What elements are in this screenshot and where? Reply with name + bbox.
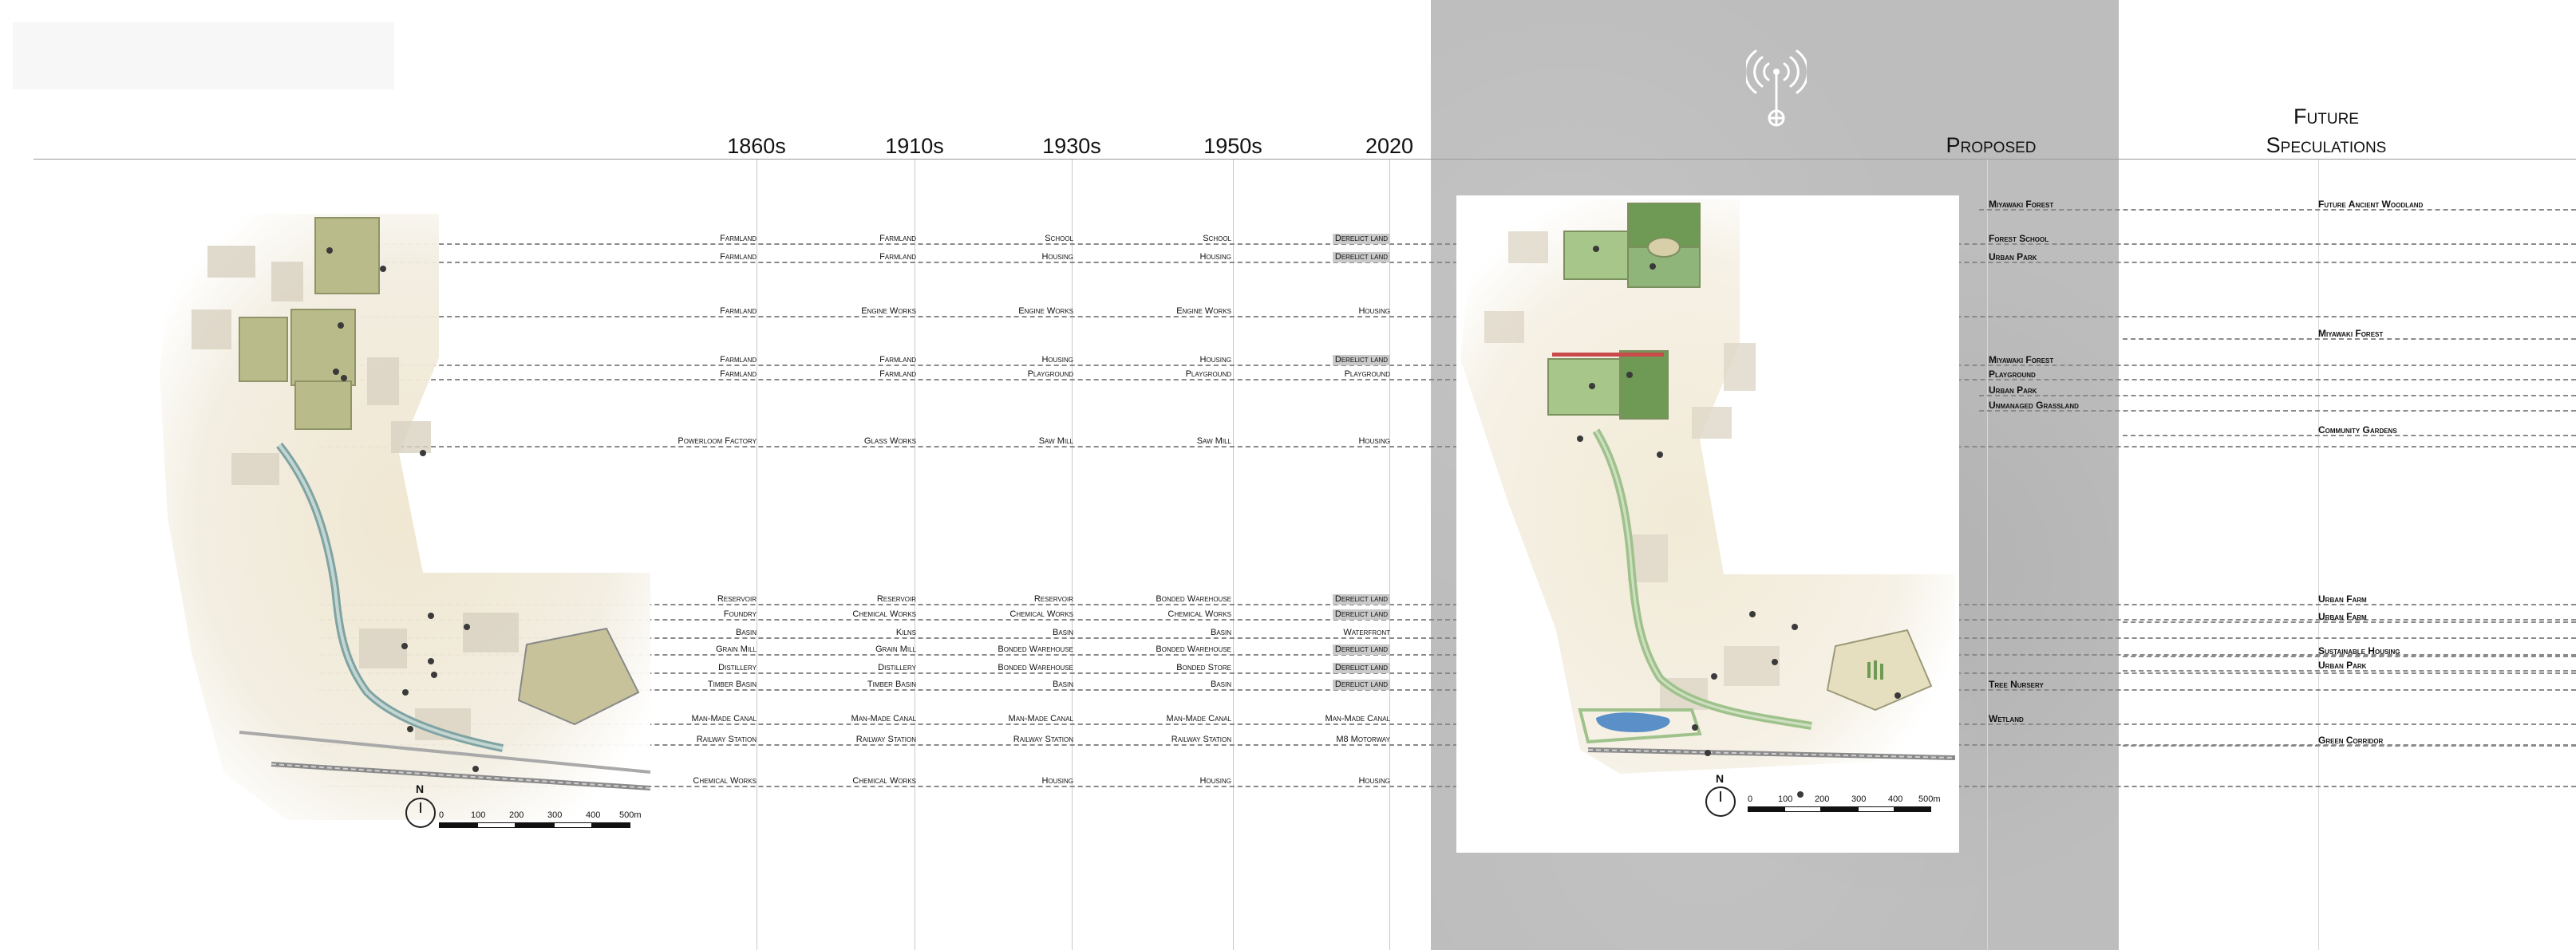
map-marker <box>428 613 434 619</box>
history-cell: Housing <box>1358 436 1390 446</box>
history-cell: Housing <box>1041 355 1073 365</box>
row-connector-line <box>319 619 2576 621</box>
history-cell: Engine Works <box>1018 306 1073 316</box>
history-cell: Derelict land <box>1333 663 1390 673</box>
north-arrow-icon <box>1705 786 1736 817</box>
history-cell: Railway Station <box>1171 735 1231 744</box>
history-cell: Farmland <box>879 369 916 379</box>
history-cell: Powerloom Factory <box>678 436 757 446</box>
scale-label: 0 <box>439 810 444 820</box>
row-connector-line <box>319 365 2576 366</box>
column-heading-1910s: 1910s <box>885 134 944 158</box>
history-cell: Housing <box>1358 306 1390 316</box>
existing-site-map <box>160 214 650 820</box>
row-connector-line <box>319 446 2576 447</box>
history-cell: Railway Station <box>696 735 757 744</box>
history-cell: Farmland <box>879 252 916 262</box>
history-cell: Man-Made Canal <box>1325 714 1390 723</box>
history-cell: Basin <box>1210 680 1231 689</box>
map-marker <box>401 643 408 649</box>
row-connector-line <box>319 262 2576 263</box>
history-cell: Engine Works <box>1176 306 1231 316</box>
row-connector-line <box>319 604 2576 605</box>
history-cell: Distillery <box>878 663 916 672</box>
row-connector-line <box>319 379 2576 380</box>
proposed-label: Unmanaged Grassland <box>1989 400 2079 411</box>
proposed-label: Miyawaki Forest <box>1989 354 2054 365</box>
history-cell: Saw Mill <box>1196 436 1231 446</box>
scale-label: 500m <box>619 810 642 820</box>
history-cell: Timber Basin <box>707 680 757 689</box>
proposed-label: Wetland <box>1989 713 2024 724</box>
history-cell: Grain Mill <box>875 645 916 654</box>
history-cell: Bonded Warehouse <box>1156 594 1231 604</box>
history-cell: Housing <box>1199 252 1231 262</box>
history-cell: Farmland <box>879 234 916 243</box>
history-cell: Derelict land <box>1333 680 1390 690</box>
proposed-label: Tree Nursery <box>1989 679 2044 690</box>
title-placeholder-box <box>13 22 394 89</box>
future-label: Green Corridor <box>2318 735 2384 746</box>
history-cell: Basin <box>1052 680 1073 689</box>
map-marker <box>1772 659 1778 665</box>
history-cell: Chemical Works <box>1167 609 1231 619</box>
map-marker <box>1797 791 1804 798</box>
map-marker <box>1711 673 1717 680</box>
scale-label: 400 <box>1888 794 1903 804</box>
north-label: N <box>416 782 425 795</box>
column-heading-1860s: 1860s <box>727 134 786 158</box>
history-cell: Basin <box>1052 628 1073 637</box>
scale-label: 300 <box>547 810 563 820</box>
history-cell: Kilns <box>895 628 916 637</box>
history-cell: Saw Mill <box>1038 436 1073 446</box>
scale-label: 500m <box>1918 794 1941 804</box>
column-heading-1950s: 1950s <box>1203 134 1262 158</box>
history-cell: Bonded Store <box>1176 663 1231 672</box>
future-label: Miyawaki Forest <box>2318 328 2384 339</box>
map-marker <box>1589 383 1595 389</box>
column-rule <box>2318 160 2319 950</box>
history-cell: Railway Station <box>1013 735 1073 744</box>
history-cell: Playground <box>1344 369 1390 379</box>
proposed-heading: Proposed <box>1946 133 2037 157</box>
proposed-site-map <box>1460 199 1955 806</box>
row-connector-line <box>319 786 2576 787</box>
column-rule <box>1389 160 1390 950</box>
history-cell: Playground <box>1185 369 1231 379</box>
map-marker <box>464 624 470 630</box>
row-connector-line <box>1979 395 2576 396</box>
history-cell: Bonded Warehouse <box>998 663 1073 672</box>
scale-label: 400 <box>586 810 601 820</box>
scale-label: 300 <box>1851 794 1867 804</box>
proposed-label: Urban Park <box>1989 384 2037 396</box>
history-cell: Derelict land <box>1333 645 1390 655</box>
future-label: Sustainable Housing <box>2318 645 2400 656</box>
map-marker <box>407 726 413 732</box>
history-cell: Housing <box>1358 776 1390 786</box>
column-rule <box>1072 160 1073 950</box>
row-connector-line <box>319 637 2576 639</box>
north-arrow-icon <box>405 798 436 828</box>
history-cell: Bonded Warehouse <box>1156 645 1231 654</box>
history-cell: Farmland <box>879 355 916 365</box>
header-rule <box>34 159 2576 160</box>
history-cell: Derelict land <box>1333 252 1390 262</box>
map-marker <box>402 689 409 696</box>
proposed-label: Forest School <box>1989 233 2049 244</box>
map-marker <box>326 247 333 254</box>
map-marker <box>1792 624 1798 630</box>
column-rule <box>1987 160 1988 950</box>
scale-label: 200 <box>509 810 524 820</box>
history-cell: Engine Works <box>861 306 916 316</box>
history-cell: Waterfront <box>1343 628 1390 637</box>
map-marker <box>420 450 426 456</box>
history-cell: Chemical Works <box>852 609 916 619</box>
history-cell: Farmland <box>720 369 757 379</box>
history-cell: Basin <box>1210 628 1231 637</box>
history-cell: Chemical Works <box>1009 609 1073 619</box>
map-marker <box>1593 246 1599 252</box>
map-marker <box>341 375 347 381</box>
column-heading-1930s: 1930s <box>1042 134 1101 158</box>
row-connector-line <box>1979 209 2576 211</box>
history-cell: Glass Works <box>863 436 916 446</box>
map-marker <box>431 672 437 678</box>
history-cell: Housing <box>1041 776 1073 786</box>
history-cell: Derelict land <box>1333 355 1390 365</box>
history-cell: Derelict land <box>1333 609 1390 620</box>
history-cell: School <box>1045 234 1073 243</box>
history-cell: Basin <box>735 628 757 637</box>
map-marker <box>1657 451 1663 458</box>
proposed-label: Miyawaki Forest <box>1989 199 2054 210</box>
map-marker <box>1692 724 1698 731</box>
map-marker <box>338 322 344 329</box>
history-cell: Reservoir <box>1033 594 1073 604</box>
history-cell: Reservoir <box>717 594 757 604</box>
map-marker <box>1749 611 1756 617</box>
scale-label: 200 <box>1815 794 1830 804</box>
history-cell: Man-Made Canal <box>1166 714 1231 723</box>
history-cell: Chemical Works <box>852 776 916 786</box>
future-heading: Future Speculations <box>2266 104 2387 157</box>
history-cell: Timber Basin <box>867 680 916 689</box>
history-cell: Housing <box>1199 776 1231 786</box>
history-cell: Derelict land <box>1333 594 1390 605</box>
history-cell: School <box>1203 234 1231 243</box>
map-marker <box>472 766 479 772</box>
scale-label: 100 <box>1778 794 1793 804</box>
scale-bar <box>439 810 642 838</box>
history-cell: Farmland <box>720 234 757 243</box>
map-marker <box>1626 372 1633 378</box>
row-connector-line <box>319 316 2576 317</box>
history-cell: Railway Station <box>855 735 916 744</box>
scale-label: 100 <box>471 810 486 820</box>
scale-label: 0 <box>1748 794 1753 804</box>
row-connector-line <box>319 672 2576 674</box>
row-connector-line <box>319 243 2576 245</box>
history-cell: Derelict land <box>1333 234 1390 244</box>
history-cell: Man-Made Canal <box>851 714 916 723</box>
history-cell: Foundry <box>723 609 757 619</box>
future-label: Urban Park <box>2318 660 2367 671</box>
history-cell: Reservoir <box>876 594 916 604</box>
history-cell: Man-Made Canal <box>691 714 757 723</box>
history-cell: Man-Made Canal <box>1008 714 1073 723</box>
history-cell: M8 Motorway <box>1336 735 1390 744</box>
proposed-label: Playground <box>1989 369 2036 380</box>
column-heading-2020: 2020 <box>1365 134 1414 158</box>
scale-bar <box>1748 794 1947 822</box>
map-marker <box>380 266 386 272</box>
wireless-signal-icon <box>1746 40 1807 136</box>
map-marker <box>1650 263 1656 270</box>
history-cell: Distillery <box>718 663 757 672</box>
map-marker <box>1894 692 1901 699</box>
column-rule <box>1233 160 1234 950</box>
history-cell: Playground <box>1027 369 1073 379</box>
history-cell: Housing <box>1041 252 1073 262</box>
history-cell: Grain Mill <box>715 645 757 654</box>
map-marker <box>1705 750 1711 756</box>
north-label: N <box>1716 772 1725 785</box>
proposed-label: Urban Park <box>1989 251 2037 262</box>
future-label: Urban Farm <box>2318 611 2367 622</box>
history-cell: Farmland <box>720 355 757 365</box>
history-cell: Bonded Warehouse <box>998 645 1073 654</box>
history-cell: Farmland <box>720 252 757 262</box>
future-label: Future Ancient Woodland <box>2318 199 2424 210</box>
history-cell: Chemical Works <box>693 776 757 786</box>
map-marker <box>333 369 339 375</box>
history-cell: Farmland <box>720 306 757 316</box>
map-marker <box>428 658 434 664</box>
map-marker <box>1577 436 1583 442</box>
row-connector-line <box>319 723 2576 725</box>
history-cell: Housing <box>1199 355 1231 365</box>
future-label: Community Gardens <box>2318 424 2397 436</box>
future-label: Urban Farm <box>2318 593 2367 605</box>
row-connector-line <box>319 689 2576 691</box>
